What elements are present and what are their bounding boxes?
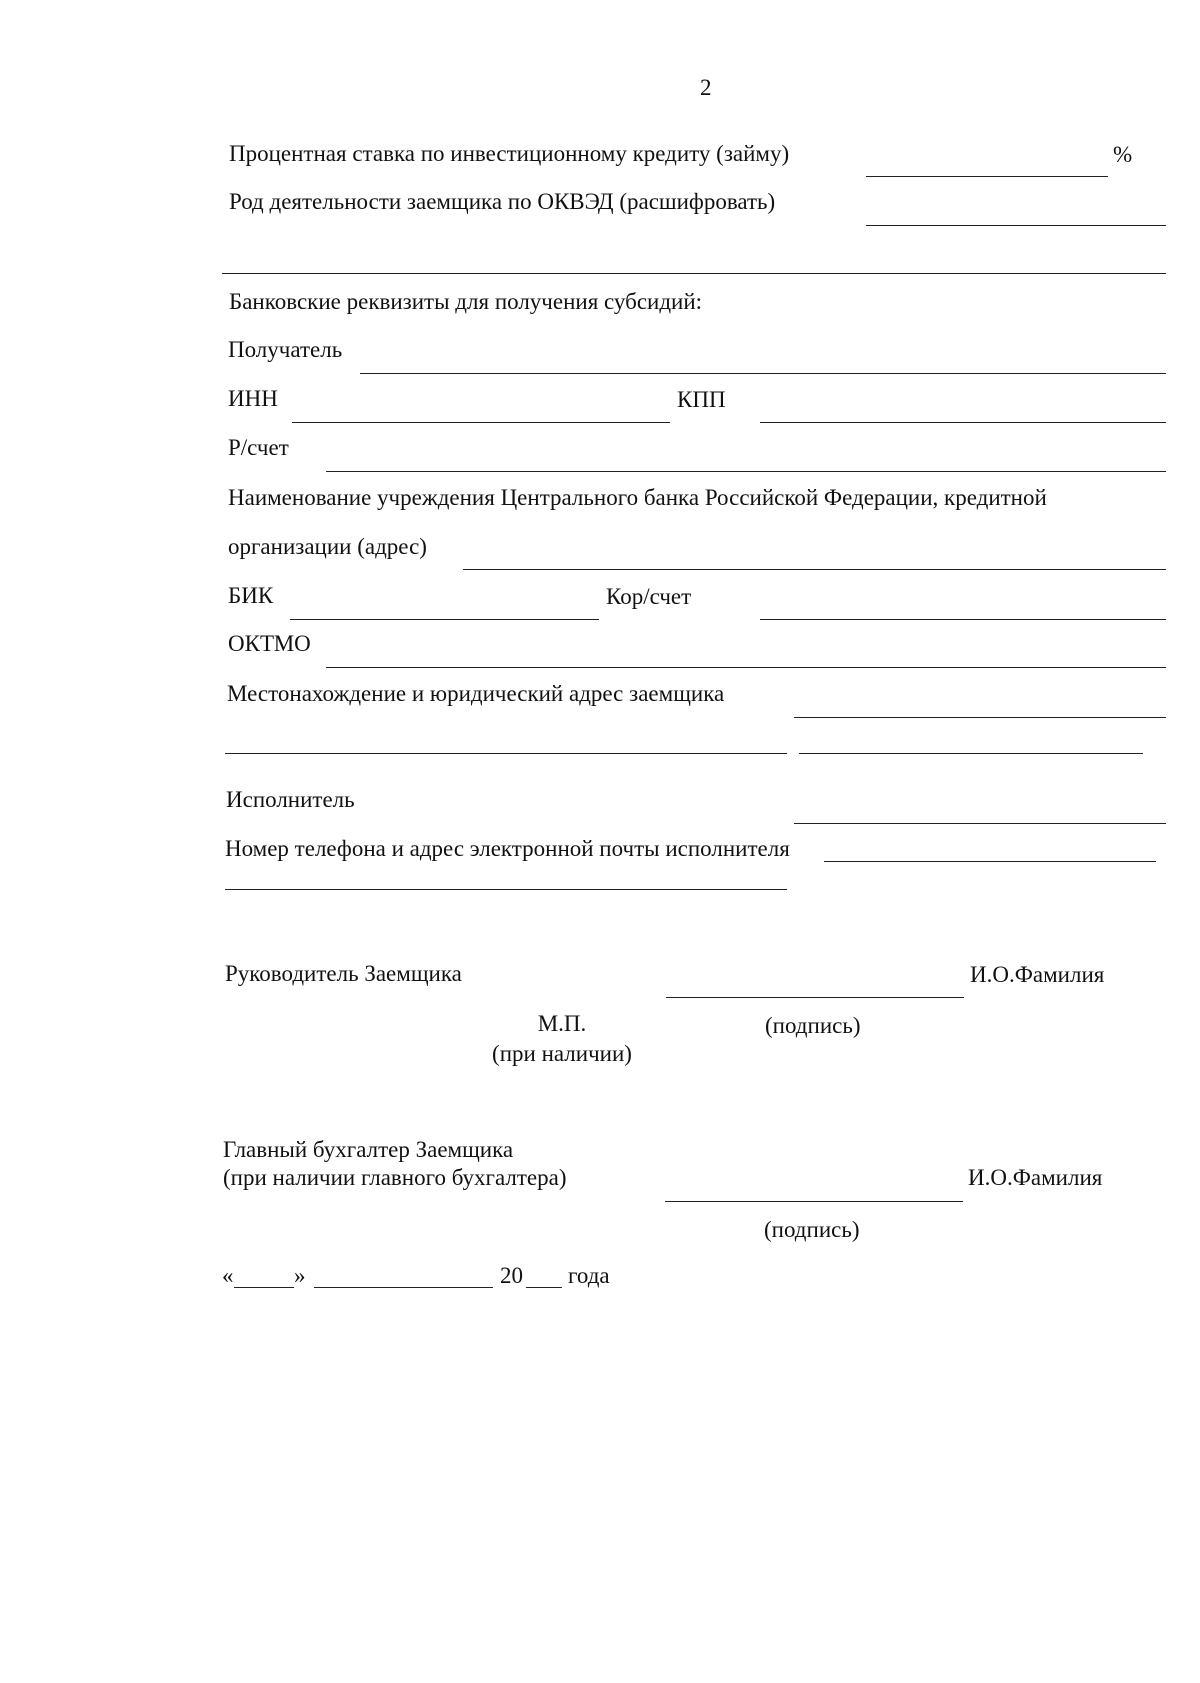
accountant-title: Главный бухгалтер Заемщика <box>223 1137 514 1162</box>
year-prefix: 20 <box>500 1263 523 1288</box>
institution-field[interactable] <box>463 569 1166 570</box>
bik-field[interactable] <box>290 619 599 620</box>
corr-account-label: Кор/счет <box>606 584 692 609</box>
page-number: 2 <box>700 75 712 100</box>
address-field-continued-right[interactable] <box>799 753 1143 754</box>
date-open-quote: « <box>222 1263 234 1288</box>
oktmo-field[interactable] <box>326 667 1166 668</box>
kpp-field[interactable] <box>760 422 1166 423</box>
executor-contact-label: Номер телефона и адрес электронной почты исполнителя <box>225 836 790 861</box>
year-field[interactable] <box>526 1287 562 1288</box>
account-label: Р/счет <box>228 435 289 460</box>
corr-account-field[interactable] <box>760 619 1166 620</box>
recipient-field[interactable] <box>360 373 1166 374</box>
address-label: Местонахождение и юридический адрес заемщика <box>227 681 725 706</box>
executor-label: Исполнитель <box>226 787 355 812</box>
date-close-quote: » <box>294 1263 306 1288</box>
interest-rate-field[interactable] <box>866 176 1108 177</box>
head-name-placeholder: И.О.Фамилия <box>970 962 1105 987</box>
institution-label-continued: организации (адрес) <box>228 534 427 559</box>
address-field[interactable] <box>794 717 1166 718</box>
bank-details-heading: Банковские реквизиты для получения субсидий: <box>229 289 703 314</box>
day-field[interactable] <box>234 1287 294 1288</box>
executor-field[interactable] <box>794 823 1166 824</box>
okved-field-continued[interactable] <box>222 273 1166 274</box>
oktmo-label: ОКТМО <box>228 631 311 656</box>
accountant-note: (при наличии главного бухгалтера) <box>223 1165 567 1190</box>
percent-unit: % <box>1113 142 1133 167</box>
stamp-note: (при наличии) <box>492 1041 632 1066</box>
year-word: года <box>568 1263 610 1288</box>
accountant-signature-field[interactable] <box>665 1201 963 1202</box>
bik-label: БИК <box>228 583 274 608</box>
stamp-label: М.П. <box>537 1011 587 1036</box>
accountant-signature-caption: (подпись) <box>764 1217 860 1242</box>
institution-label: Наименование учреждения Центрального банка Российской Федерации, кредитной <box>228 485 1047 510</box>
address-field-continued-left[interactable] <box>225 753 787 754</box>
inn-field[interactable] <box>292 422 670 423</box>
head-title: Руководитель Заемщика <box>225 961 462 986</box>
okved-label: Род деятельности заемщика по ОКВЭД (расшифровать) <box>229 189 776 214</box>
kpp-label: КПП <box>677 387 726 412</box>
head-signature-field[interactable] <box>666 997 964 998</box>
month-field[interactable] <box>314 1287 493 1288</box>
account-field[interactable] <box>326 471 1166 472</box>
recipient-label: Получатель <box>228 337 343 362</box>
accountant-name-placeholder: И.О.Фамилия <box>968 1165 1103 1190</box>
executor-contact-field[interactable] <box>824 861 1156 862</box>
head-signature-caption: (подпись) <box>765 1013 861 1038</box>
executor-contact-field-continued[interactable] <box>225 889 787 890</box>
inn-label: ИНН <box>228 386 278 411</box>
interest-rate-label: Процентная ставка по инвестиционному кредиту (займу) <box>229 141 790 166</box>
okved-field[interactable] <box>866 225 1166 226</box>
